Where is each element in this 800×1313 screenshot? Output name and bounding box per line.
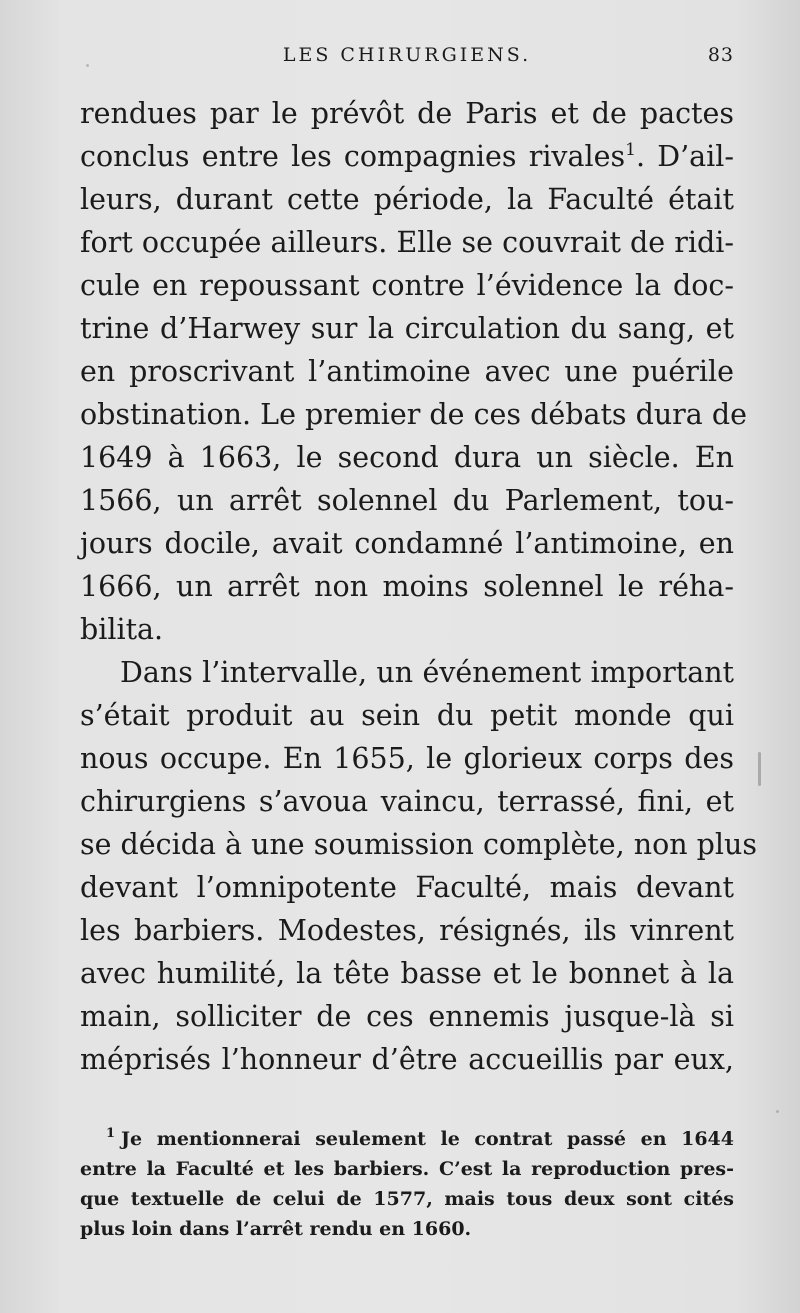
- text-segment: conclus entre les compagnies rivales: [80, 140, 626, 173]
- text-line: les barbiers. Modestes, résignés, ils vinrent: [80, 914, 734, 947]
- footnote-line: que textuelle de celui de 1577, mais tous deux sont cités: [80, 1188, 734, 1210]
- paper-speck: [758, 752, 761, 786]
- text-line: main, solliciter de ces ennemis jusque-là si: [80, 1000, 734, 1033]
- text-line: Dans l’intervalle, un événement important: [120, 656, 734, 689]
- paper-speck: [776, 1110, 779, 1113]
- body-text: [80, 92, 758, 1081]
- footnote-line: plus loin dans l’arrêt rendu en 1660.: [80, 1218, 472, 1240]
- running-title: LES CHIRURGIENS.: [282, 44, 532, 66]
- text-line: [80, 135, 734, 178]
- text-line: leurs, durant cette période, la Faculté était: [80, 183, 734, 216]
- text-line: nous occupe. En 1655, le glorieux corps des: [80, 742, 734, 775]
- text-line: se décida à une soumission complète, non plus: [80, 828, 758, 861]
- text-line: jours docile, avait condamné l’antimoine, en: [80, 527, 734, 560]
- text-line: méprisés l’honneur d’être accueillis par eux,: [80, 1043, 734, 1076]
- text-line: 1666, un arrêt non moins solennel le réha-: [80, 570, 734, 603]
- text-line: fort occupée ailleurs. Elle se couvrait de ridi-: [80, 226, 734, 259]
- text-line: bilita.: [80, 613, 164, 646]
- paragraph-2: [80, 651, 758, 1081]
- footnote-marker: 1: [106, 1126, 116, 1141]
- text-segment: Je mentionnerai seulement le contrat passé en 1644: [121, 1128, 734, 1150]
- text-line: avec humilité, la tête basse et le bonnet à la: [80, 957, 734, 990]
- text-line: 1649 à 1663, le second dura un siècle. En: [80, 441, 734, 474]
- paragraph-1: [80, 92, 747, 651]
- page-number: 83: [707, 44, 734, 66]
- text-line: chirurgiens s’avoua vaincu, terrassé, fini, et: [80, 785, 734, 818]
- text-line: 1566, un arrêt solennel du Parlement, tou-: [80, 484, 734, 517]
- text-line: trine d’Harwey sur la circulation du sang, et: [80, 312, 734, 345]
- text-line: devant l’omnipotente Faculté, mais devant: [80, 871, 734, 904]
- text-line: rendues par le prévôt de Paris et de pactes: [80, 97, 734, 130]
- footnote: [80, 1124, 734, 1244]
- text-line: en proscrivant l’antimoine avec une puérile: [80, 355, 734, 388]
- text-segment: . D’ail-: [635, 140, 734, 173]
- footnote-line: entre la Faculté et les barbiers. C’est la reproduction pres-: [80, 1158, 734, 1180]
- text-line: cule en repoussant contre l’évidence la doc-: [80, 269, 734, 302]
- text-line: obstination. Le premier de ces débats dura de: [80, 398, 747, 431]
- paper-speck: [86, 64, 89, 67]
- footnote-line: [80, 1124, 734, 1154]
- running-head: [80, 44, 734, 74]
- text-line: s’était produit au sein du petit monde qui: [80, 699, 734, 732]
- footnote-reference: 1: [625, 140, 636, 160]
